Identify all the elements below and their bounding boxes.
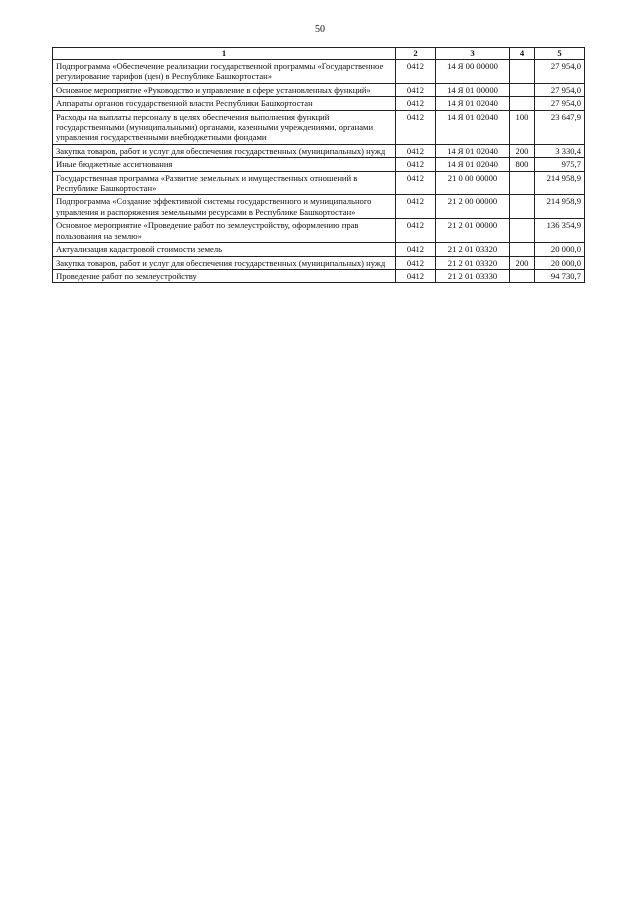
- table-row: [53, 110, 585, 144]
- row-name: Закупка товаров, работ и услуг для обеспечения государственных (муниципальных) нужд: [53, 256, 396, 269]
- row-name: Актуализация кадастровой стоимости земель: [53, 243, 396, 256]
- row-name: Аппараты органов государственной власти Республики Башкортостан: [53, 97, 396, 110]
- row-amount: 94 730,7: [535, 269, 585, 282]
- row-amount: 20 000,0: [535, 243, 585, 256]
- row-vr: [510, 219, 535, 243]
- table-header: [53, 48, 585, 60]
- row-vr: [510, 269, 535, 282]
- table-row: [53, 256, 585, 269]
- row-kcsr: 21 0 00 00000: [436, 171, 510, 195]
- row-amount: 136 354,9: [535, 219, 585, 243]
- row-kcsr: 14 Я 01 00000: [436, 83, 510, 96]
- row-kcsr: 14 Я 00 00000: [436, 60, 510, 84]
- row-amount: 3 330,4: [535, 144, 585, 157]
- table-row: [53, 195, 585, 219]
- table-row: [53, 158, 585, 171]
- row-code: 0412: [396, 269, 436, 282]
- row-kcsr: 21 2 01 03320: [436, 256, 510, 269]
- row-vr: 200: [510, 144, 535, 157]
- table-body: [53, 60, 585, 283]
- table-row: [53, 97, 585, 110]
- header-col-vr: 4: [510, 48, 535, 60]
- row-kcsr: 14 Я 01 02040: [436, 144, 510, 157]
- header-col-kcsr: 3: [436, 48, 510, 60]
- row-name: Иные бюджетные ассигнования: [53, 158, 396, 171]
- row-vr: [510, 97, 535, 110]
- header-col-amount: 5: [535, 48, 585, 60]
- row-kcsr: 21 2 00 00000: [436, 195, 510, 219]
- row-kcsr: 21 2 01 03330: [436, 269, 510, 282]
- row-name: Подпрограмма «Создание эффективной системы государственного и муниципального управления и распоряжения земельными ресурсами в Республике Башкортостан»: [53, 195, 396, 219]
- row-code: 0412: [396, 60, 436, 84]
- row-name: Закупка товаров, работ и услуг для обеспечения государственных (муниципальных) нужд: [53, 144, 396, 157]
- row-vr: [510, 243, 535, 256]
- table-row: [53, 171, 585, 195]
- row-name: Расходы на выплаты персоналу в целях обеспечения выполнения функций государственными (муниципальными) органами, казенными учреждениями, органами управления государственными внебюджетными фондами: [53, 110, 396, 144]
- row-amount: 975,7: [535, 158, 585, 171]
- row-kcsr: 14 Я 01 02040: [436, 97, 510, 110]
- row-vr: [510, 60, 535, 84]
- row-code: 0412: [396, 243, 436, 256]
- row-code: 0412: [396, 158, 436, 171]
- row-code: 0412: [396, 83, 436, 96]
- row-name: Основное мероприятие «Руководство и управление в сфере установленных функций»: [53, 83, 396, 96]
- row-amount: 214 958,9: [535, 195, 585, 219]
- row-vr: [510, 83, 535, 96]
- budget-table: [52, 47, 585, 283]
- row-kcsr: 14 Я 01 02040: [436, 110, 510, 144]
- row-name: Основное мероприятие «Проведение работ по землеустройству, оформлению прав пользования на землю»: [53, 219, 396, 243]
- row-amount: 214 958,9: [535, 171, 585, 195]
- table-row: [53, 243, 585, 256]
- row-name: Подпрограмма «Обеспечение реализации государственной программы «Государственное регулирование тарифов (цен) в Республике Башкортостан»: [53, 60, 396, 84]
- row-code: 0412: [396, 97, 436, 110]
- row-kcsr: 14 Я 01 02040: [436, 158, 510, 171]
- row-vr: 100: [510, 110, 535, 144]
- header-row: [53, 48, 585, 60]
- row-code: 0412: [396, 144, 436, 157]
- row-name: Государственная программа «Развитие земельных и имущественных отношений в Республике Башкортостан»: [53, 171, 396, 195]
- row-kcsr: 21 2 01 03320: [436, 243, 510, 256]
- row-code: 0412: [396, 110, 436, 144]
- row-amount: 27 954,0: [535, 83, 585, 96]
- table-row: [53, 83, 585, 96]
- header-col-name: 1: [53, 48, 396, 60]
- row-code: 0412: [396, 171, 436, 195]
- row-amount: 20 000,0: [535, 256, 585, 269]
- table-row: [53, 219, 585, 243]
- page-number: 50: [315, 24, 325, 35]
- table-row: [53, 269, 585, 282]
- row-name: Проведение работ по землеустройству: [53, 269, 396, 282]
- row-kcsr: 21 2 01 00000: [436, 219, 510, 243]
- row-code: 0412: [396, 195, 436, 219]
- table-row: [53, 144, 585, 157]
- row-vr: 800: [510, 158, 535, 171]
- row-vr: 200: [510, 256, 535, 269]
- row-amount: 27 954,0: [535, 97, 585, 110]
- row-amount: 27 954,0: [535, 60, 585, 84]
- row-vr: [510, 195, 535, 219]
- row-code: 0412: [396, 256, 436, 269]
- row-amount: 23 647,9: [535, 110, 585, 144]
- header-col-code: 2: [396, 48, 436, 60]
- row-vr: [510, 171, 535, 195]
- row-code: 0412: [396, 219, 436, 243]
- table-row: [53, 60, 585, 84]
